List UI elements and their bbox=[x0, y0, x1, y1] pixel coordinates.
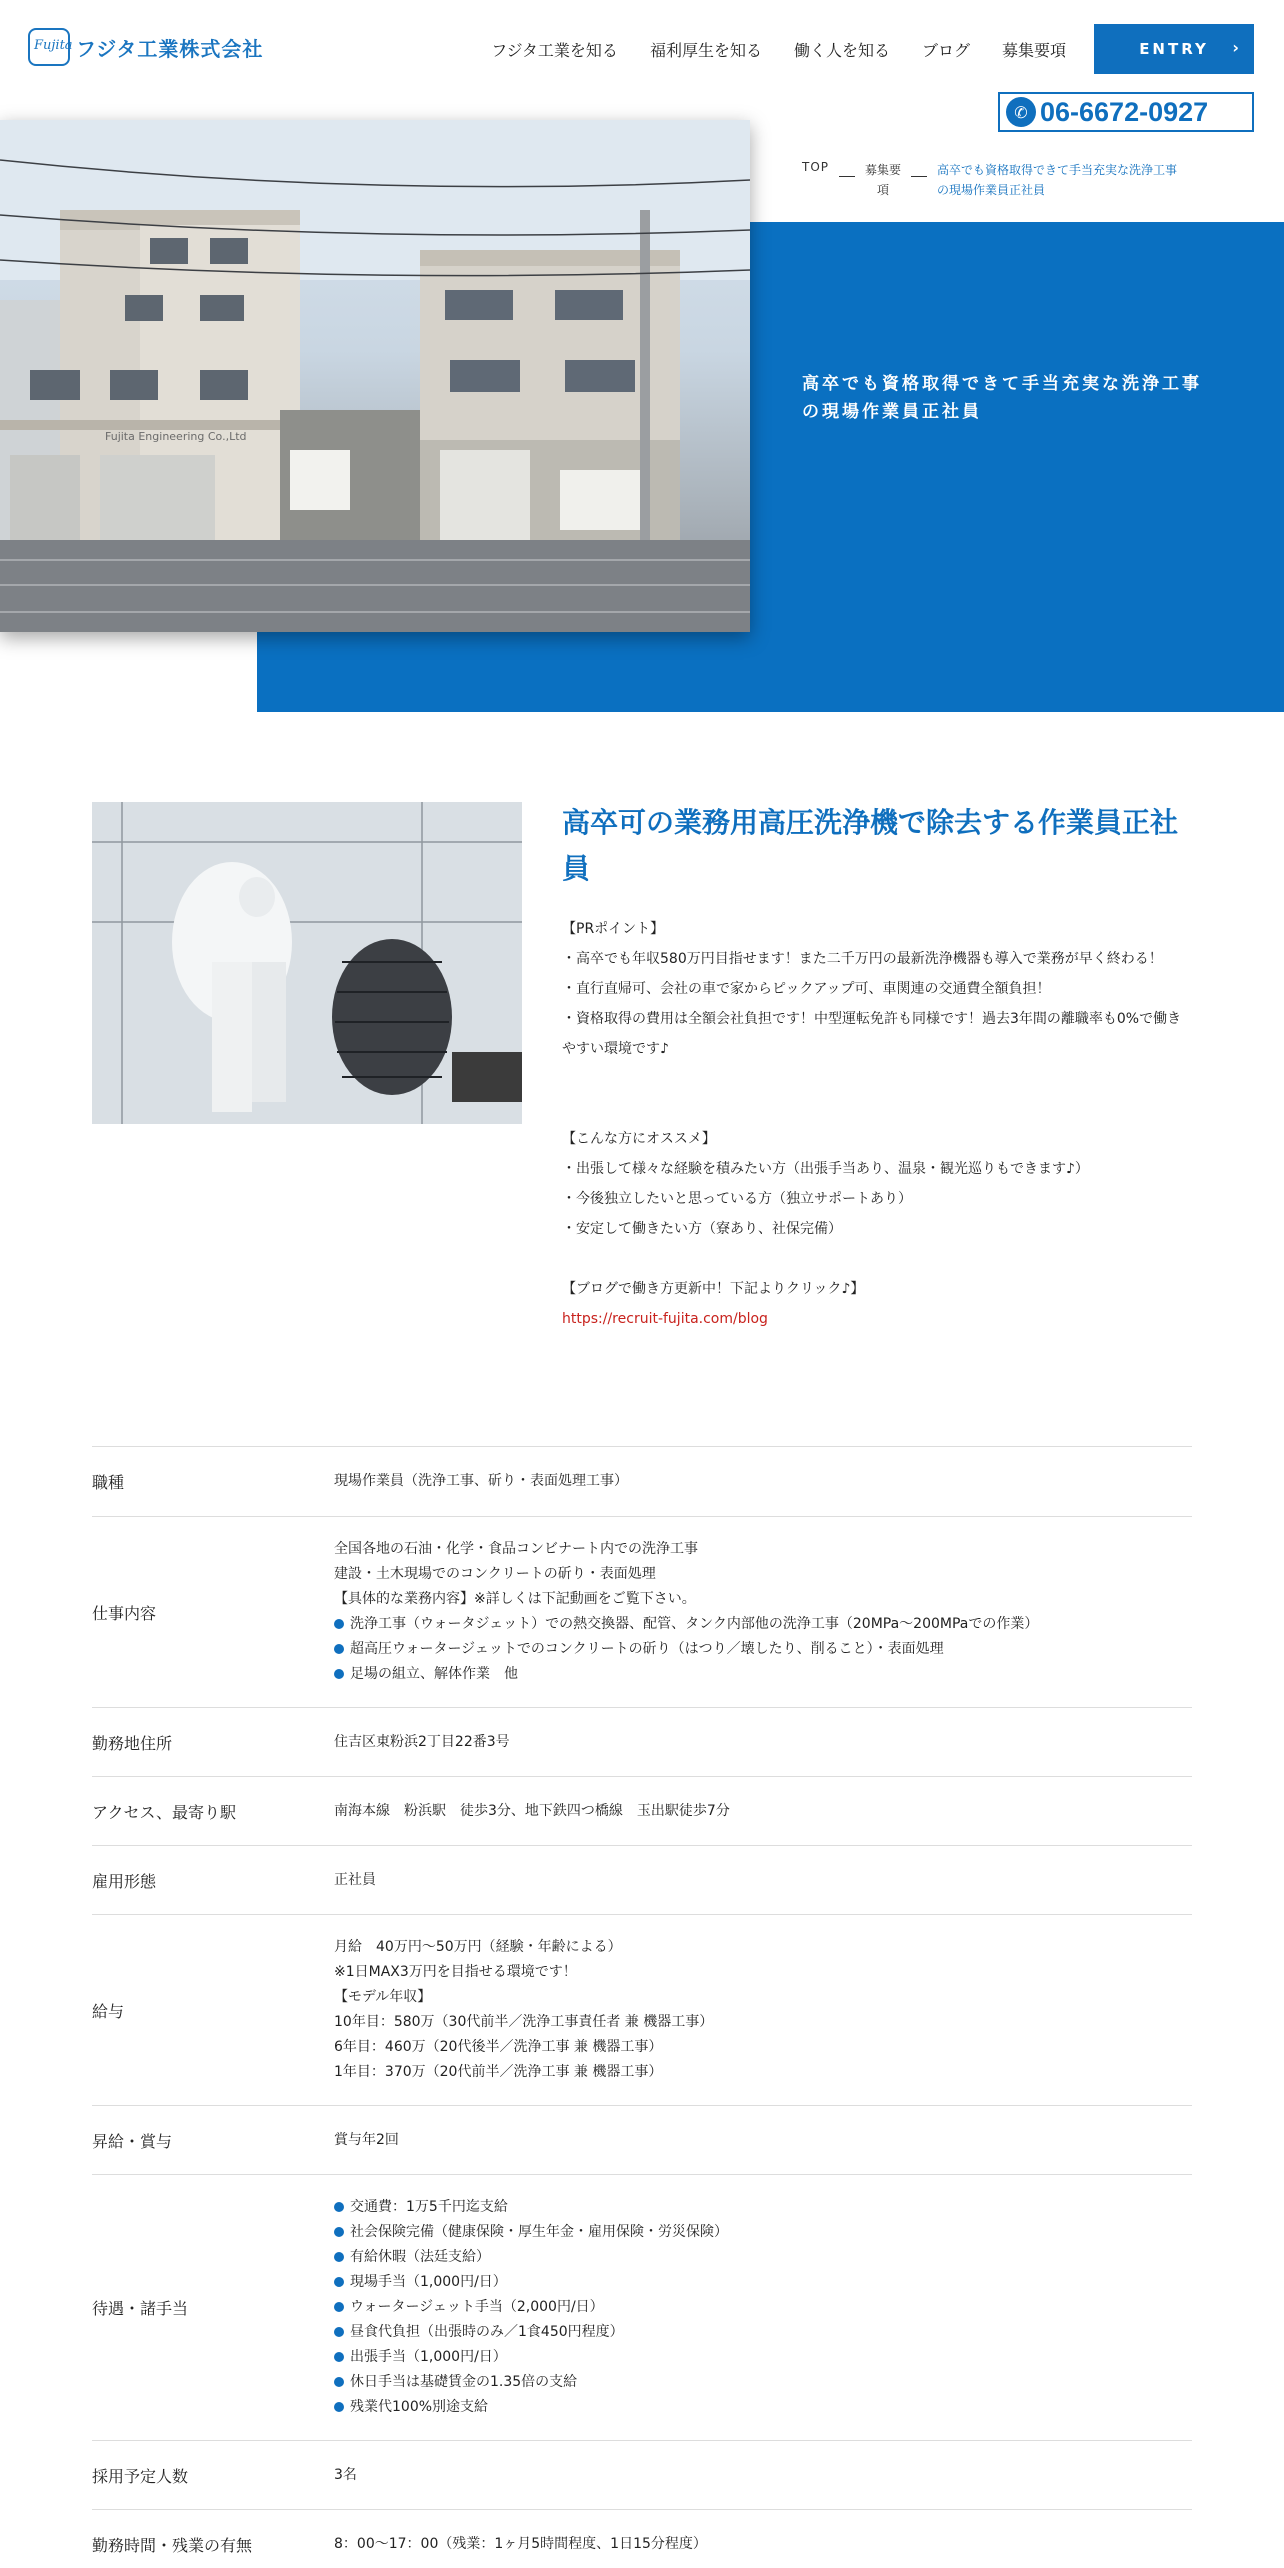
row-value: 住吉区東粉浜2丁目22番3号 bbox=[334, 1733, 510, 1750]
benefit-item: 昼食代負担（出張時のみ／1食450円程度） bbox=[334, 2320, 1192, 2345]
benefit-item: 現場手当（1,000円/日） bbox=[334, 2270, 1192, 2295]
row-value: 南海本線 粉浜駅 徒歩3分、地下鉄四つ橋線 玉出駅徒歩7分 bbox=[334, 1802, 730, 1819]
bullet-icon bbox=[334, 2227, 344, 2237]
salary-line: 【モデル年収】 bbox=[334, 1989, 432, 2005]
breadcrumb-separator bbox=[911, 176, 927, 177]
table-row bbox=[92, 1776, 1192, 1845]
main-nav bbox=[491, 38, 1066, 61]
logo-mark-icon: Fujita bbox=[28, 28, 70, 66]
row-label: 昇給・賞与 bbox=[92, 2131, 173, 2151]
chevron-right-icon: › bbox=[1232, 38, 1242, 57]
recommend-line: ・安定して働きたい方（寮あり、社保完備） bbox=[562, 1221, 842, 1237]
benefit-item: 社会保険完備（健康保険・厚生年金・雇用保険・労災保険） bbox=[334, 2220, 1192, 2245]
worker-photo bbox=[92, 802, 522, 1124]
row-value bbox=[334, 1517, 1192, 1707]
table-row bbox=[92, 1707, 1192, 1776]
benefit-item: 出張手当（1,000円/日） bbox=[334, 2345, 1192, 2370]
benefit-item: 残業代100%別途支給 bbox=[334, 2395, 1192, 2420]
salary-line: ※1日MAX3万円を目指せる環境です！ bbox=[334, 1964, 577, 1980]
company-logo[interactable] bbox=[28, 28, 263, 66]
row-label: アクセス、最寄り駅 bbox=[92, 1802, 237, 1822]
recommend-line: ・出張して様々な経験を積みたい方（出張手当あり、温泉・観光巡りもできます♪） bbox=[562, 1161, 1089, 1177]
logo-text: フジタ工業株式会社 bbox=[76, 36, 264, 61]
nav-item-welfare[interactable]: 福利厚生を知る bbox=[649, 41, 762, 60]
nav-item-blog[interactable]: ブログ bbox=[921, 41, 970, 60]
hero-title: 高卒でも資格取得できて手当充実な洗浄工事の現場作業員正社員 bbox=[802, 374, 1202, 422]
nav-item-about[interactable]: フジタ工業を知る bbox=[491, 41, 618, 60]
pr-heading: 【PRポイント】 bbox=[562, 921, 665, 937]
bullet-icon bbox=[334, 1669, 344, 1679]
salary-line: 6年目：460万（20代後半／洗浄工事 兼 機器工事） bbox=[334, 2039, 663, 2055]
benefit-item: 交通費：1万5千円迄支給 bbox=[334, 2195, 1192, 2220]
table-row bbox=[92, 1914, 1192, 2105]
breadcrumb bbox=[802, 160, 1177, 200]
benefit-item: 休日手当は基礎賃金の1.35倍の支給 bbox=[334, 2370, 1192, 2395]
salary-line: 月給 40万円～50万円（経験・年齢による） bbox=[334, 1939, 622, 1955]
blog-heading: 【ブログで働き方更新中！下記よりクリック♪】 bbox=[562, 1281, 865, 1297]
row-value: 3名 bbox=[334, 2466, 357, 2483]
row-value: 賞与年2回 bbox=[334, 2131, 399, 2148]
table-row bbox=[92, 1845, 1192, 1914]
blog-link[interactable]: https://recruit-fujita.com/blog bbox=[562, 1311, 768, 1327]
job-details-table bbox=[92, 1446, 1192, 2568]
work-line: 建設・土木現場でのコンクリートの斫り・表面処理 bbox=[334, 1566, 656, 1582]
bullet-icon bbox=[334, 2202, 344, 2212]
phone-number: 06-6672-0927 bbox=[1040, 96, 1209, 127]
row-value bbox=[334, 1915, 1192, 2105]
bullet-icon bbox=[334, 1619, 344, 1629]
phone-link[interactable] bbox=[998, 92, 1254, 132]
hero-building-photo bbox=[0, 120, 750, 632]
table-row bbox=[92, 1516, 1192, 1707]
breadcrumb-top[interactable]: TOP bbox=[802, 160, 830, 174]
bullet-icon bbox=[334, 2302, 344, 2312]
work-bullet: 足場の組立、解体作業 他 bbox=[334, 1662, 1192, 1687]
row-value bbox=[334, 2175, 1192, 2440]
row-label: 給与 bbox=[92, 2001, 125, 2021]
work-bullet: 超高圧ウォータージェットでのコンクリートの斫り（はつり／壊したり、削ること）・表面処理 bbox=[334, 1637, 1192, 1662]
salary-line: 1年目：370万（20代前半／洗浄工事 兼 機器工事） bbox=[334, 2064, 663, 2080]
entry-label: ENTRY bbox=[1139, 40, 1209, 58]
entry-button[interactable] bbox=[1094, 24, 1254, 74]
svg-text:Fujita Engineering Co.,Ltd: Fujita Engineering Co.,Ltd bbox=[105, 430, 247, 443]
breadcrumb-current: 高卒でも資格取得できて手当充実な洗浄工事の現場作業員正社員 bbox=[937, 163, 1178, 197]
row-value: 8：00～17：00（残業：1ヶ月5時間程度、1日15分程度） bbox=[334, 2535, 707, 2552]
row-label: 勤務時間・残業の有無 bbox=[92, 2535, 253, 2555]
bullet-icon bbox=[334, 2277, 344, 2287]
work-line: 全国各地の石油・化学・食品コンビナート内での洗浄工事 bbox=[334, 1541, 698, 1557]
row-label: 職種 bbox=[92, 1473, 125, 1492]
job-title: 高卒可の業務用高圧洗浄機で除去する作業員正社員 bbox=[562, 806, 1179, 885]
row-value: 正社員 bbox=[334, 1871, 376, 1888]
nav-item-recruit[interactable]: 募集要項 bbox=[1001, 41, 1066, 60]
bullet-icon bbox=[334, 2352, 344, 2362]
breadcrumb-recruit[interactable]: 募集要項 bbox=[865, 163, 902, 197]
work-bullet: 洗浄工事（ウォータジェット）での熱交換器、配管、タンク内部他の洗浄工事（20MPa～200MPaでの作業） bbox=[334, 1612, 1192, 1637]
row-value: 現場作業員（洗浄工事、斫り・表面処理工事） bbox=[334, 1473, 628, 1489]
row-label: 待遇・諸手当 bbox=[92, 2299, 189, 2318]
row-label: 勤務地住所 bbox=[92, 1733, 173, 1753]
row-label: 雇用形態 bbox=[92, 1871, 157, 1891]
table-row bbox=[92, 2105, 1192, 2174]
worker-illustration bbox=[92, 802, 522, 1124]
breadcrumb-separator bbox=[839, 176, 855, 177]
recommend-heading: 【こんな方にオススメ】 bbox=[562, 1131, 716, 1147]
work-line: 【具体的な業務内容】※詳しくは下記動画をご覧下さい。 bbox=[334, 1591, 696, 1607]
phone-icon: ✆ bbox=[1006, 97, 1036, 127]
bullet-icon bbox=[334, 2327, 344, 2337]
table-row bbox=[92, 1446, 1192, 1516]
salary-line: 10年目：580万（30代前半／洗浄工事責任者 兼 機器工事） bbox=[334, 2014, 714, 2030]
pr-line: ・高卒でも年収580万円目指せます！また二千万円の最新洗浄機器も導入で業務が早く終わる！ bbox=[562, 951, 1163, 967]
table-row bbox=[92, 2509, 1192, 2568]
building-illustration bbox=[0, 120, 750, 632]
bullet-icon bbox=[334, 1644, 344, 1654]
benefit-item: ウォータージェット手当（2,000円/日） bbox=[334, 2295, 1192, 2320]
nav-item-people[interactable]: 働く人を知る bbox=[793, 41, 890, 60]
row-label: 採用予定人数 bbox=[92, 2466, 189, 2486]
pr-line: ・資格取得の費用は全額会社負担です！中型運転免許も同様です！過去3年間の離職率も0%で働きやすい環境です♪ bbox=[562, 1011, 1182, 1057]
table-row bbox=[92, 2174, 1192, 2440]
bullet-icon bbox=[334, 2377, 344, 2387]
bullet-icon bbox=[334, 2402, 344, 2412]
row-label: 仕事内容 bbox=[92, 1603, 157, 1623]
recommend-line: ・今後独立したいと思っている方（独立サポートあり） bbox=[562, 1191, 912, 1207]
benefit-item: 有給休暇（法廷支給） bbox=[334, 2245, 1192, 2270]
pr-line: ・直行直帰可、会社の車で家からピックアップ可、車関連の交通費全額負担！ bbox=[562, 981, 1051, 997]
table-row bbox=[92, 2440, 1192, 2509]
intro-body bbox=[562, 914, 1182, 1334]
site-header bbox=[0, 0, 1284, 127]
bullet-icon bbox=[334, 2252, 344, 2262]
